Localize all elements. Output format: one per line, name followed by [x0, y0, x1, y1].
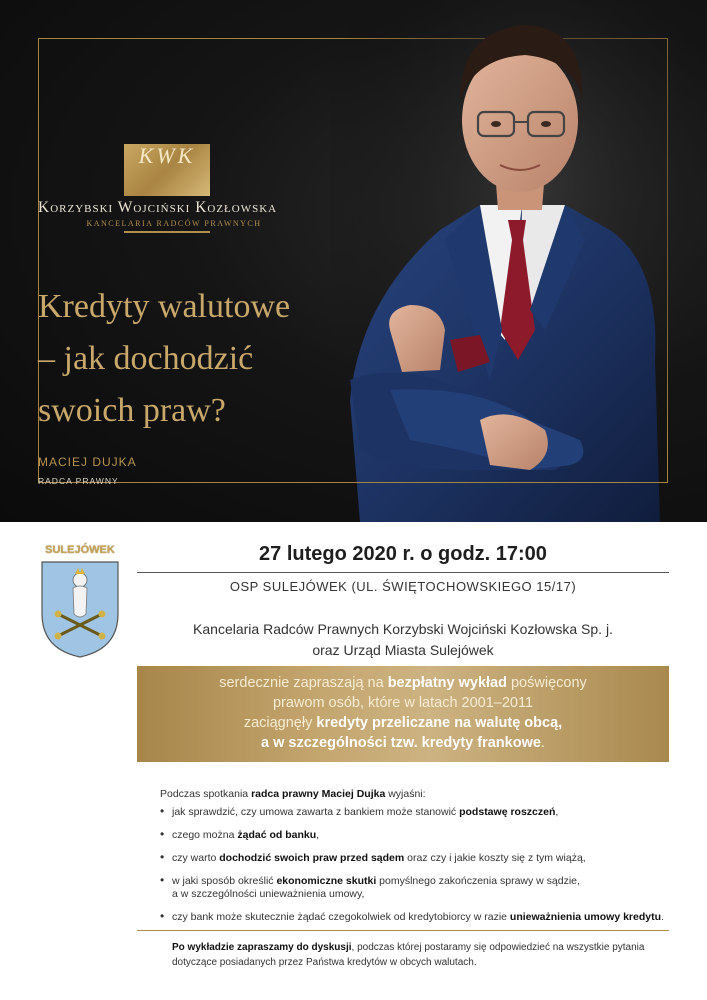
list-item: • czy warto dochodzić swoich praw przed sądem oraz czy i jakie koszty się z tym wiążą, [160, 852, 670, 865]
list-item: • czego można żądać od banku, [160, 829, 670, 842]
speaker-portrait [330, 0, 707, 522]
speaker-rule [137, 482, 668, 483]
event-venue: OSP SULEJÓWEK (UL. ŚWIĘTOCHOWSKIEGO 15/17) [229, 579, 577, 594]
banner-line-3: zaciągnęły kredyty przeliczane na walutę obcą, [243, 715, 563, 731]
banner-line-2: prawom osób, które w latach 2001–2011 [272, 695, 534, 711]
organizer-line-1: Kancelaria Radców Prawnych Korzybski Wojciński Kozłowska Sp. j. [193, 621, 613, 637]
firm-rule [124, 231, 210, 233]
intro-text: Podczas spotkania radca prawny Maciej Dujka wyjaśni: [160, 788, 426, 800]
firm-name: Korzybski Wojciński Kozłowska [38, 199, 278, 216]
banner-line-1: serdecznie zapraszają na bezpłatny wykład poświęcony [219, 675, 587, 691]
firm-monogram: KWK [138, 143, 196, 168]
list-item: • czy bank może skutecznie żądać czegokolwiek od kredytobiorcy w razie unieważnienia umowy kredytu. [160, 911, 670, 924]
speaker-title: RADCA PRAWNY [38, 476, 119, 486]
date-rule [137, 572, 669, 573]
topics-list [160, 806, 670, 934]
headline-line-3: swoich praw? [38, 392, 226, 429]
event-date: 27 lutego 2020 r. o godz. 17:00 [259, 543, 547, 565]
firm-subtitle: KANCELARIA RADCÓW PRAWNYCH [86, 219, 262, 228]
crest-label: SULEJÓWEK [45, 544, 115, 556]
organizer-line-2: oraz Urząd Miasta Sulejówek [312, 642, 494, 658]
headline-line-1: Kredyty walutowe [38, 288, 291, 325]
headline [38, 281, 358, 437]
list-item: • w jaki sposób określić ekonomiczne skutki pomyślnego zakończenia sprawy w sądzie, a w szczególności unieważnienia umowy, [160, 875, 670, 901]
footer-rule [137, 930, 669, 931]
headline-line-2: – jak dochodzić [38, 340, 254, 377]
footer-note: Po wykładzie zapraszamy do dyskusji, podczas której postaramy się odpowiedzieć na wszystkie pytania dotyczące posiadanych przez Państwa kredytów w obcych walutach. [172, 942, 645, 968]
sulejowek-crest-icon [38, 544, 122, 659]
list-item: • jak sprawdzić, czy umowa zawarta z bankiem może stanowić podstawę roszczeń, [160, 806, 670, 819]
speaker-name: MACIEJ DUJKA [38, 455, 137, 469]
banner-line-4: a w szczególności tzw. kredyty frankowe. [261, 735, 545, 751]
